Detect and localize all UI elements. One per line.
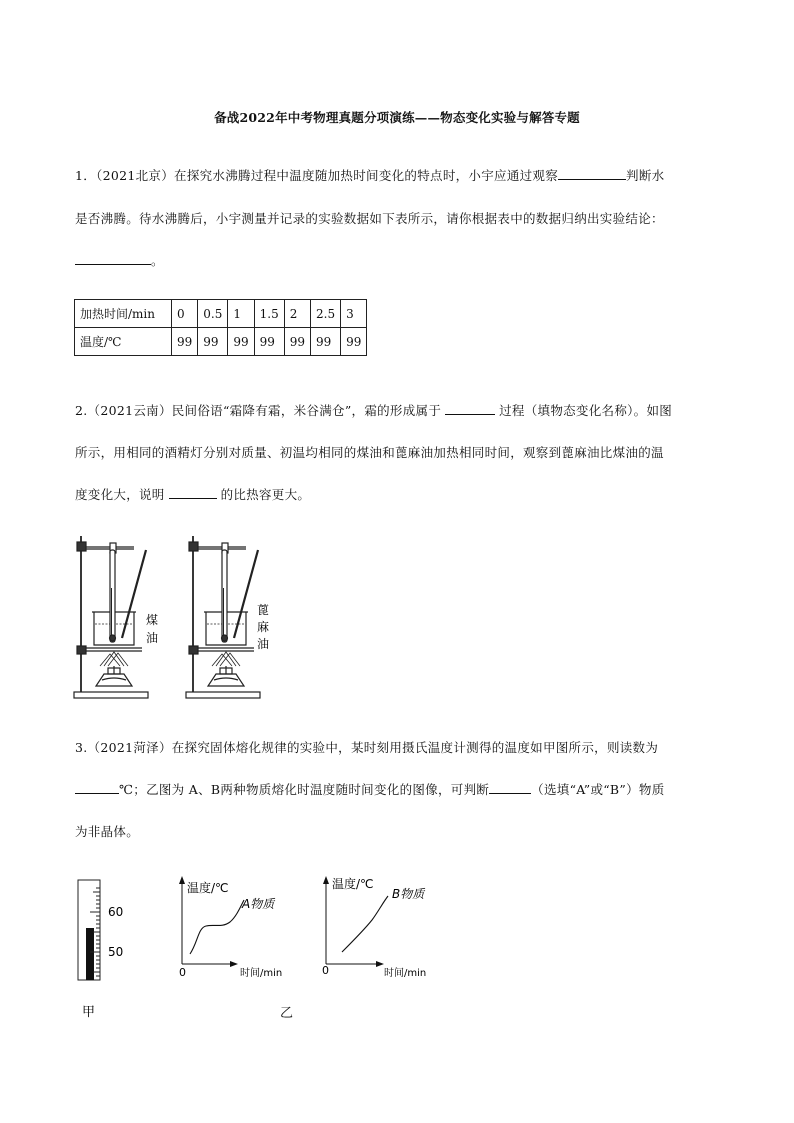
caption-yi: 乙: [280, 1006, 294, 1021]
label-castor-1: 蓖: [257, 603, 270, 617]
graph-a-ylabel: 温度/℃: [187, 881, 229, 895]
caption-jia: 甲: [82, 1005, 96, 1020]
tick-label-50: 50: [108, 945, 124, 959]
table-label: 加热时间/min: [75, 300, 172, 328]
q2-blank-1: [445, 414, 495, 415]
table-cell: 99: [284, 328, 310, 356]
apparatus-kerosene: [74, 536, 148, 698]
q2-text-c: 度变化大，说明: [75, 487, 165, 502]
label-kerosene-1: 煤: [146, 613, 159, 627]
q2-line-3: [75, 485, 310, 503]
table-cell: 99: [172, 328, 198, 356]
table-cell: 1.5: [254, 300, 284, 328]
q3-text-a: ℃；乙图为 A、B两种物质熔化时温度随时间变化的图像，可判断: [119, 782, 490, 797]
q3-line-3: 为非晶体。: [75, 824, 140, 839]
q1-line-1: [75, 166, 664, 184]
q2-blank-2: [169, 498, 217, 499]
graph-a-curve: [190, 900, 244, 954]
label-kerosene-2: 油: [146, 631, 159, 645]
q1-blank-2: [75, 264, 151, 265]
table-cell: 2: [284, 300, 310, 328]
table-cell: 0: [172, 300, 198, 328]
heating-apparatus-figure: [70, 528, 290, 708]
graph-b-ylabel: 温度/℃: [332, 877, 374, 891]
table-cell: 3: [341, 300, 367, 328]
graph-a-x-arrow: [230, 961, 238, 967]
tick-label-60: 60: [108, 905, 124, 919]
graph-b-x-arrow: [376, 961, 384, 967]
q1-line-3-end: 。: [151, 253, 164, 268]
graph-a: [170, 872, 295, 984]
table-cell: 2.5: [311, 300, 341, 328]
q3-line-2: [75, 780, 665, 798]
apparatus-castor-oil: [186, 536, 260, 698]
table-row: [75, 300, 367, 328]
q1-blank-1: [558, 179, 626, 180]
graph-a-y-arrow: [179, 876, 185, 884]
mercury-column: [86, 928, 94, 980]
q1-line-2: 是否沸腾。待水沸腾后，小宇测量并记录的实验数据如下表所示，请你根据表中的数据归纳出实验结论：: [75, 211, 664, 226]
graph-b: [312, 868, 442, 984]
table-cell: 99: [341, 328, 367, 356]
table-cell: 99: [228, 328, 254, 356]
page-title: 备战2022年中考物理真题分项演练——物态变化实验与解答专题: [214, 110, 580, 125]
q1-line-3: [75, 251, 164, 269]
q1-text-a: 1．（2021北京）在探究水沸腾过程中温度随加热时间变化的特点时，小宇应通过观察: [75, 168, 559, 183]
q1-text-b: 判断水: [626, 168, 665, 183]
table-label: 温度/℃: [75, 328, 172, 356]
table-cell: 99: [311, 328, 341, 356]
q3-text-b: （选填“A”或“B”）物质: [531, 782, 665, 797]
label-castor-3: 油: [257, 637, 270, 651]
graph-a-origin: 0: [179, 966, 186, 979]
q2-text-a: 2.（2021云南）民间俗语“霜降有霜，米谷满仓”，霜的形成属于: [75, 403, 442, 418]
table-row: [75, 328, 367, 356]
graph-b-curve: [342, 896, 388, 952]
q3-blank-2: [489, 793, 531, 794]
q2-line-1: [75, 401, 672, 419]
label-castor-2: 麻: [257, 620, 270, 634]
table-cell: 99: [198, 328, 228, 356]
q1-data-table: [74, 299, 367, 356]
table-cell: 99: [254, 328, 284, 356]
table-cell: 0.5: [198, 300, 228, 328]
thermometer-figure: [70, 878, 140, 1023]
graph-b-y-arrow: [323, 876, 329, 884]
graph-b-origin: 0: [322, 964, 329, 977]
q3-blank-1: [75, 793, 119, 794]
graph-a-xlabel: 时间/min: [240, 968, 283, 979]
q3-line-1: 3.（2021菏泽）在探究固体熔化规律的实验中，某时刻用摄氏温度计测得的温度如甲图所示，则读数为: [75, 740, 659, 755]
graph-b-series-label: B物质: [392, 887, 425, 901]
graph-b-xlabel: 时间/min: [384, 968, 427, 979]
q2-text-d: 的比热容更大。: [220, 487, 311, 502]
q2-text-b: 过程（填物态变化名称）。如图: [499, 403, 673, 418]
q2-line-2: 所示，用相同的酒精灯分别对质量、初温均相同的煤油和蓖麻油加热相同时间，观察到蓖麻油比煤油的温: [75, 445, 664, 460]
table-cell: 1: [228, 300, 254, 328]
graph-a-series-label: A物质: [242, 897, 275, 911]
